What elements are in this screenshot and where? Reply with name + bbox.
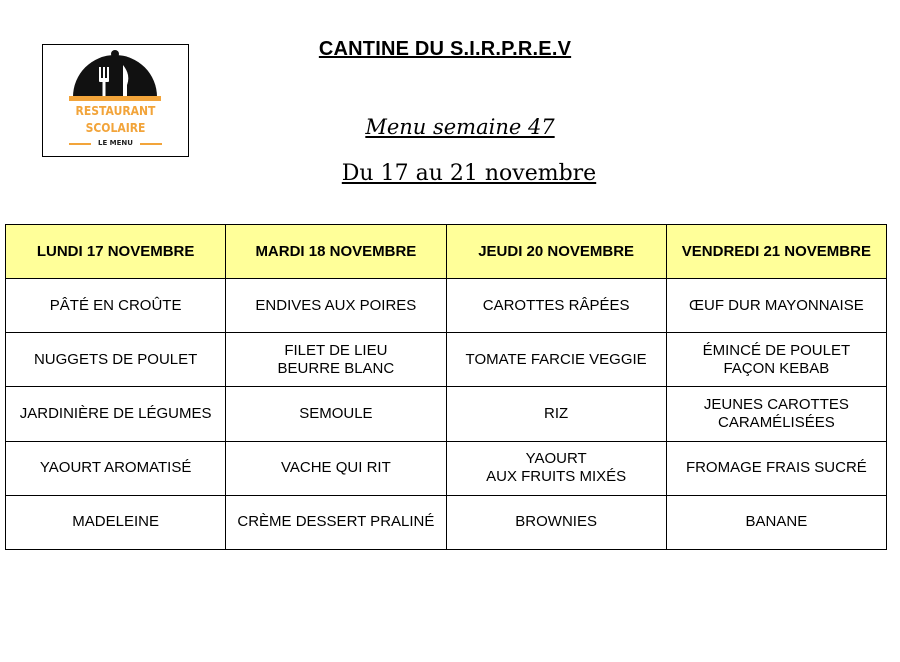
menu-cell (226, 495, 446, 549)
cell-line: CRÈME DESSERT PRALINÉ (237, 513, 435, 531)
table-header-row (6, 225, 887, 279)
day-header-thursday: JEUDI 20 NOVEMBRE (446, 225, 666, 279)
menu-cell (6, 441, 226, 495)
day-header-tuesday: MARDI 18 NOVEMBRE (226, 225, 446, 279)
cell-line: YAOURT AROMATISÉ (39, 459, 192, 477)
logo-text-le-menu: LE MENU (98, 139, 133, 147)
day-header-friday: VENDREDI 21 NOVEMBRE (666, 225, 886, 279)
cell-line: JARDINIÈRE DE LÉGUMES (19, 404, 212, 422)
table-row-starter (6, 279, 887, 333)
menu-cell (446, 441, 666, 495)
cell-line: PÂTÉ EN CROÛTE (49, 296, 182, 314)
cell-line: RIZ (544, 404, 569, 422)
cell-line-2: BEURRE BLANC (277, 359, 395, 377)
page-title: CANTINE DU S.I.R.P.R.E.V (318, 38, 572, 60)
table-row-dairy (6, 441, 887, 495)
logo-text-restaurant: RESTAURANT (75, 104, 156, 118)
cell-line: BROWNIES (515, 513, 597, 531)
menu-table (5, 224, 887, 550)
menu-week-subtitle: Menu semaine 47 (365, 115, 555, 139)
menu-cell (226, 441, 446, 495)
cell-line: FILET DE LIEU (284, 341, 388, 359)
cell-line: VACHE QUI RIT (281, 459, 391, 477)
cell-line: YAOURT (525, 450, 587, 468)
table-row-side (6, 387, 887, 441)
menu-cell (666, 387, 886, 441)
menu-cell (666, 441, 886, 495)
menu-cell (6, 387, 226, 441)
cell-line: ÉMINCÉ DE POULET (702, 341, 851, 359)
cell-line: ENDIVES AUX POIRES (255, 296, 417, 314)
date-range: Du 17 au 21 novembre (341, 161, 597, 186)
cell-line: CAROTTES RÂPÉES (482, 296, 630, 314)
cell-line: NUGGETS DE POULET (33, 350, 198, 368)
cell-line: BANANE (745, 513, 808, 531)
menu-cell (446, 495, 666, 549)
menu-cell (6, 495, 226, 549)
cell-line-2: FAÇON KEBAB (723, 359, 830, 377)
table-row-dessert (6, 495, 887, 549)
menu-cell (446, 333, 666, 387)
menu-cell (6, 279, 226, 333)
cell-line: MADELEINE (72, 513, 159, 531)
menu-cell (666, 279, 886, 333)
menu-cell (446, 387, 666, 441)
cell-line-2: CARAMÉLISÉES (718, 413, 835, 431)
menu-cell (666, 333, 886, 387)
menu-cell (446, 279, 666, 333)
cell-line-2: AUX FRUITS MIXÉS (486, 468, 627, 486)
cell-line: FROMAGE FRAIS SUCRÉ (685, 459, 867, 477)
cell-line: TOMATE FARCIE VEGGIE (465, 350, 647, 368)
cell-line: SEMOULE (299, 404, 373, 422)
menu-cell (226, 333, 446, 387)
logo-text-scolaire: SCOLAIRE (85, 121, 146, 135)
menu-cell (6, 333, 226, 387)
cell-line: ŒUF DUR MAYONNAISE (689, 296, 864, 314)
menu-cell (226, 279, 446, 333)
menu-cell (666, 495, 886, 549)
day-header-monday: LUNDI 17 NOVEMBRE (6, 225, 226, 279)
menu-cell (226, 387, 446, 441)
table-row-main (6, 333, 887, 387)
cell-line: JEUNES CAROTTES (703, 395, 849, 413)
